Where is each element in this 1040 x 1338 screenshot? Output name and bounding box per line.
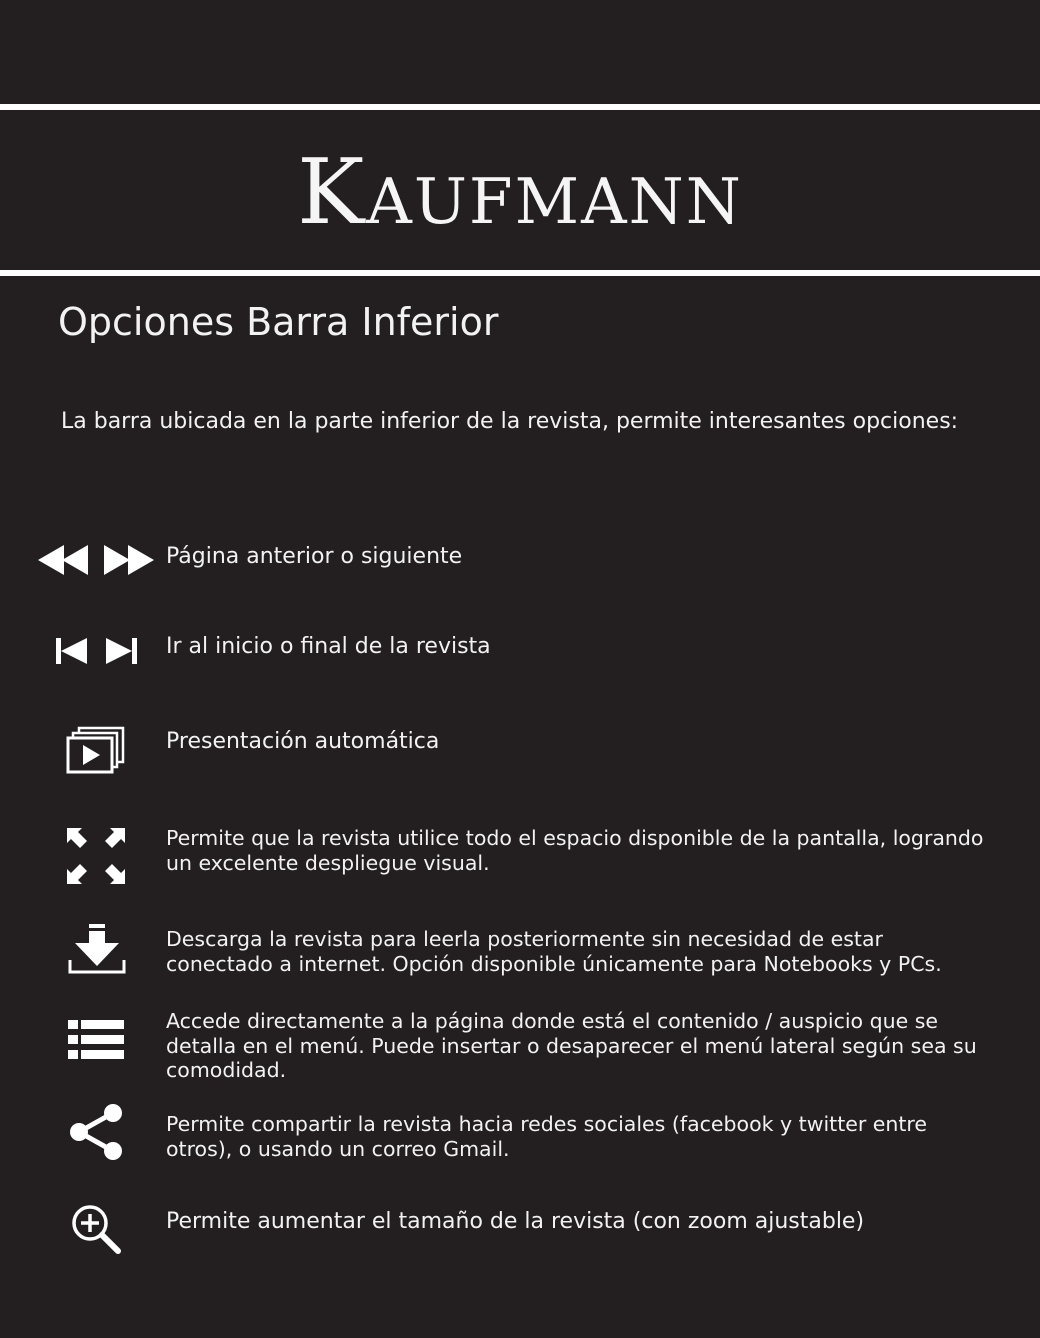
- share-icon: [66, 1102, 126, 1162]
- header-rule-bottom: [0, 270, 1040, 276]
- option-text-download: Descarga la revista para leerla posteriormente sin necesidad de estar conectado a internet. Opción disponible únicamente para Notebooks y PCs.: [166, 927, 942, 976]
- option-text-menu: Accede directamente a la página donde está el contenido / auspicio que se detalla en el menú. Puede insertar o desaparecer el menú lateral según sea su comodidad.: [166, 1009, 977, 1083]
- zoom-in-icon: [70, 1203, 122, 1255]
- option-text-slideshow: Presentación automática: [166, 729, 440, 754]
- menu-list-icon: [68, 1020, 124, 1060]
- section-intro: La barra ubicada en la parte inferior de la revista, permite interesantes opciones:: [61, 409, 959, 434]
- option-text-zoom: Permite aumentar el tamaño de la revista (con zoom ajustable): [166, 1209, 865, 1234]
- first-last-icon: [56, 638, 138, 664]
- slideshow-icon: [66, 726, 126, 774]
- prev-next-icon: [38, 545, 156, 575]
- option-text-fullscreen: Permite que la revista utilice todo el espacio disponible de la pantalla, logrando un excelente despliegue visual.: [166, 826, 984, 875]
- option-text-first-last: Ir al inicio o final de la revista: [166, 634, 491, 659]
- section-title: Opciones Barra Inferior: [58, 300, 499, 344]
- option-text-prev-next: Página anterior o siguiente: [166, 544, 463, 569]
- download-icon: [67, 924, 127, 976]
- brand-title: Kaufmann: [297, 140, 743, 245]
- fullscreen-icon: [67, 828, 125, 884]
- option-text-share: Permite compartir la revista hacia redes sociales (facebook y twitter entre otros), o usando un correo Gmail.: [166, 1112, 928, 1161]
- header-rule-top: [0, 104, 1040, 110]
